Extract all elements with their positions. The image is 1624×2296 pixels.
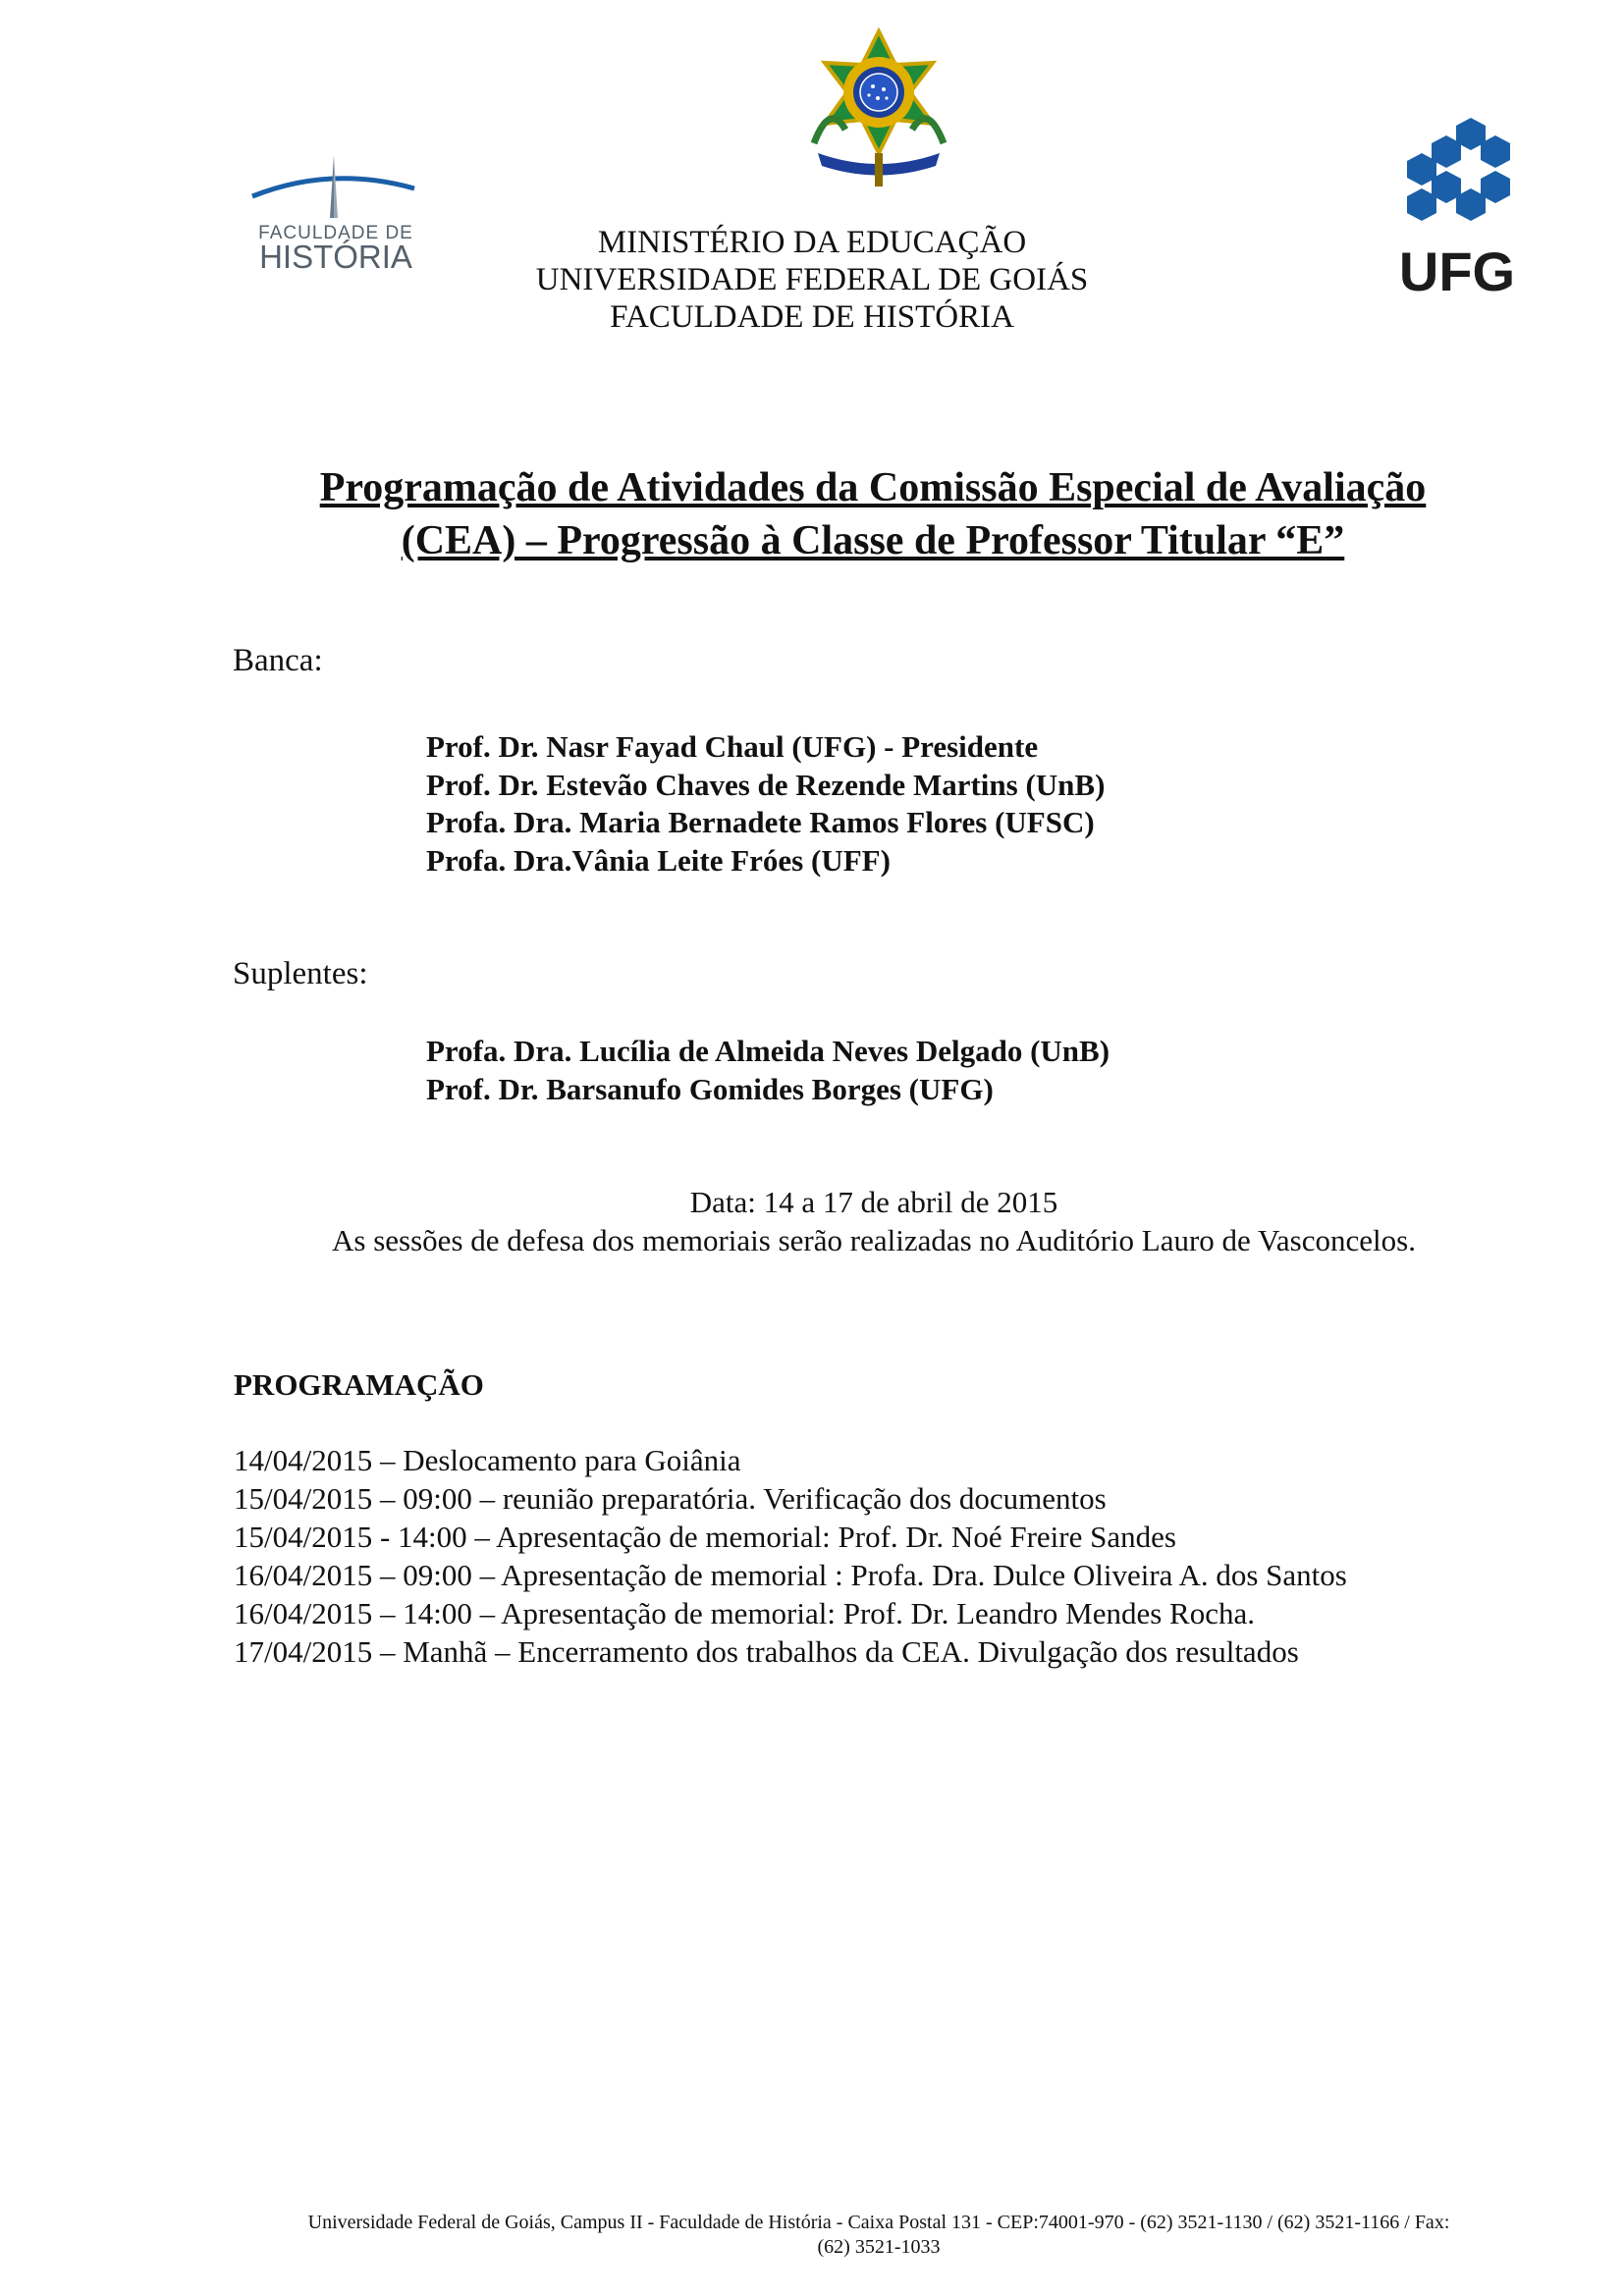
institution-line: FACULDADE DE HISTÓRIA <box>610 299 1014 335</box>
institution-line: MINISTÉRIO DA EDUCAÇÃO <box>597 225 1027 260</box>
footer-line: (62) 3521-1033 <box>817 2236 941 2258</box>
title-line: Programação de Atividades da Comissão Especial de Avaliação <box>319 465 1427 510</box>
event-date: Data: 14 a 17 de abril de 2015 <box>689 1185 1058 1219</box>
list-item: 17/04/2015 – Manhã – Encerramento dos trabalhos da CEA. Divulgação dos resultados <box>234 1634 1299 1669</box>
list-item: 15/04/2015 – 09:00 – reunião preparatória. Verificação dos documentos <box>234 1481 1107 1516</box>
list-item: 15/04/2015 - 14:00 – Apresentação de memorial: Prof. Dr. Noé Freire Sandes <box>234 1520 1176 1554</box>
institution-header <box>0 224 1624 336</box>
document-title <box>0 461 1624 567</box>
list-item: 16/04/2015 – 09:00 – Apresentação de memorial : Profa. Dra. Dulce Oliveira A. dos Santos <box>234 1558 1347 1592</box>
banca-label: Banca: <box>233 643 323 678</box>
institution-line: UNIVERSIDADE FEDERAL DE GOIÁS <box>535 262 1089 297</box>
suplentes-members <box>426 1033 1110 1108</box>
coat-of-arms-icon <box>800 27 957 189</box>
banca-member: Prof. Dr. Estevão Chaves de Rezende Martins (UnB) <box>426 767 1106 802</box>
banca-member: Prof. Dr. Nasr Fayad Chaul (UFG) - Presidente <box>426 729 1039 764</box>
page-footer <box>226 2211 1532 2260</box>
footer-line: Universidade Federal de Goiás, Campus II - Faculdade de História - Caixa Postal 131 - CEP:74001-970 - (62) 3521-1130 / (62) 3521-1166 / Fax: <box>307 2212 1450 2233</box>
event-info <box>0 1183 1624 1259</box>
programacao-list <box>234 1441 1347 1671</box>
logo-text-line2: HISTÓRIA <box>259 239 412 275</box>
event-location: As sessões de defesa dos memoriais serão realizadas no Auditório Lauro de Vasconcelos. <box>332 1223 1416 1257</box>
title-line: (CEA) – Progressão à Classe de Professor Titular “E” <box>401 518 1345 563</box>
suplentes-label: Suplentes: <box>233 956 368 991</box>
banca-member: Profa. Dra. Maria Bernadete Ramos Flores (UFSC) <box>426 805 1095 839</box>
banca-member: Profa. Dra.Vânia Leite Fróes (UFF) <box>426 842 891 878</box>
suplente-member: Profa. Dra. Lucília de Almeida Neves Delgado (UnB) <box>426 1034 1110 1068</box>
list-item: 16/04/2015 – 14:00 – Apresentação de memorial: Prof. Dr. Leandro Mendes Rocha. <box>234 1596 1255 1630</box>
suplente-member: Prof. Dr. Barsanufo Gomides Borges (UFG) <box>426 1071 994 1106</box>
logo-text-line1: FACULDADE DE <box>258 223 413 243</box>
list-item: 14/04/2015 – Deslocamento para Goiânia <box>234 1443 741 1477</box>
ufg-logo-text: UFG <box>1398 240 1516 302</box>
banca-members <box>426 728 1105 880</box>
programacao-heading: PROGRAMAÇÃO <box>234 1367 484 1402</box>
